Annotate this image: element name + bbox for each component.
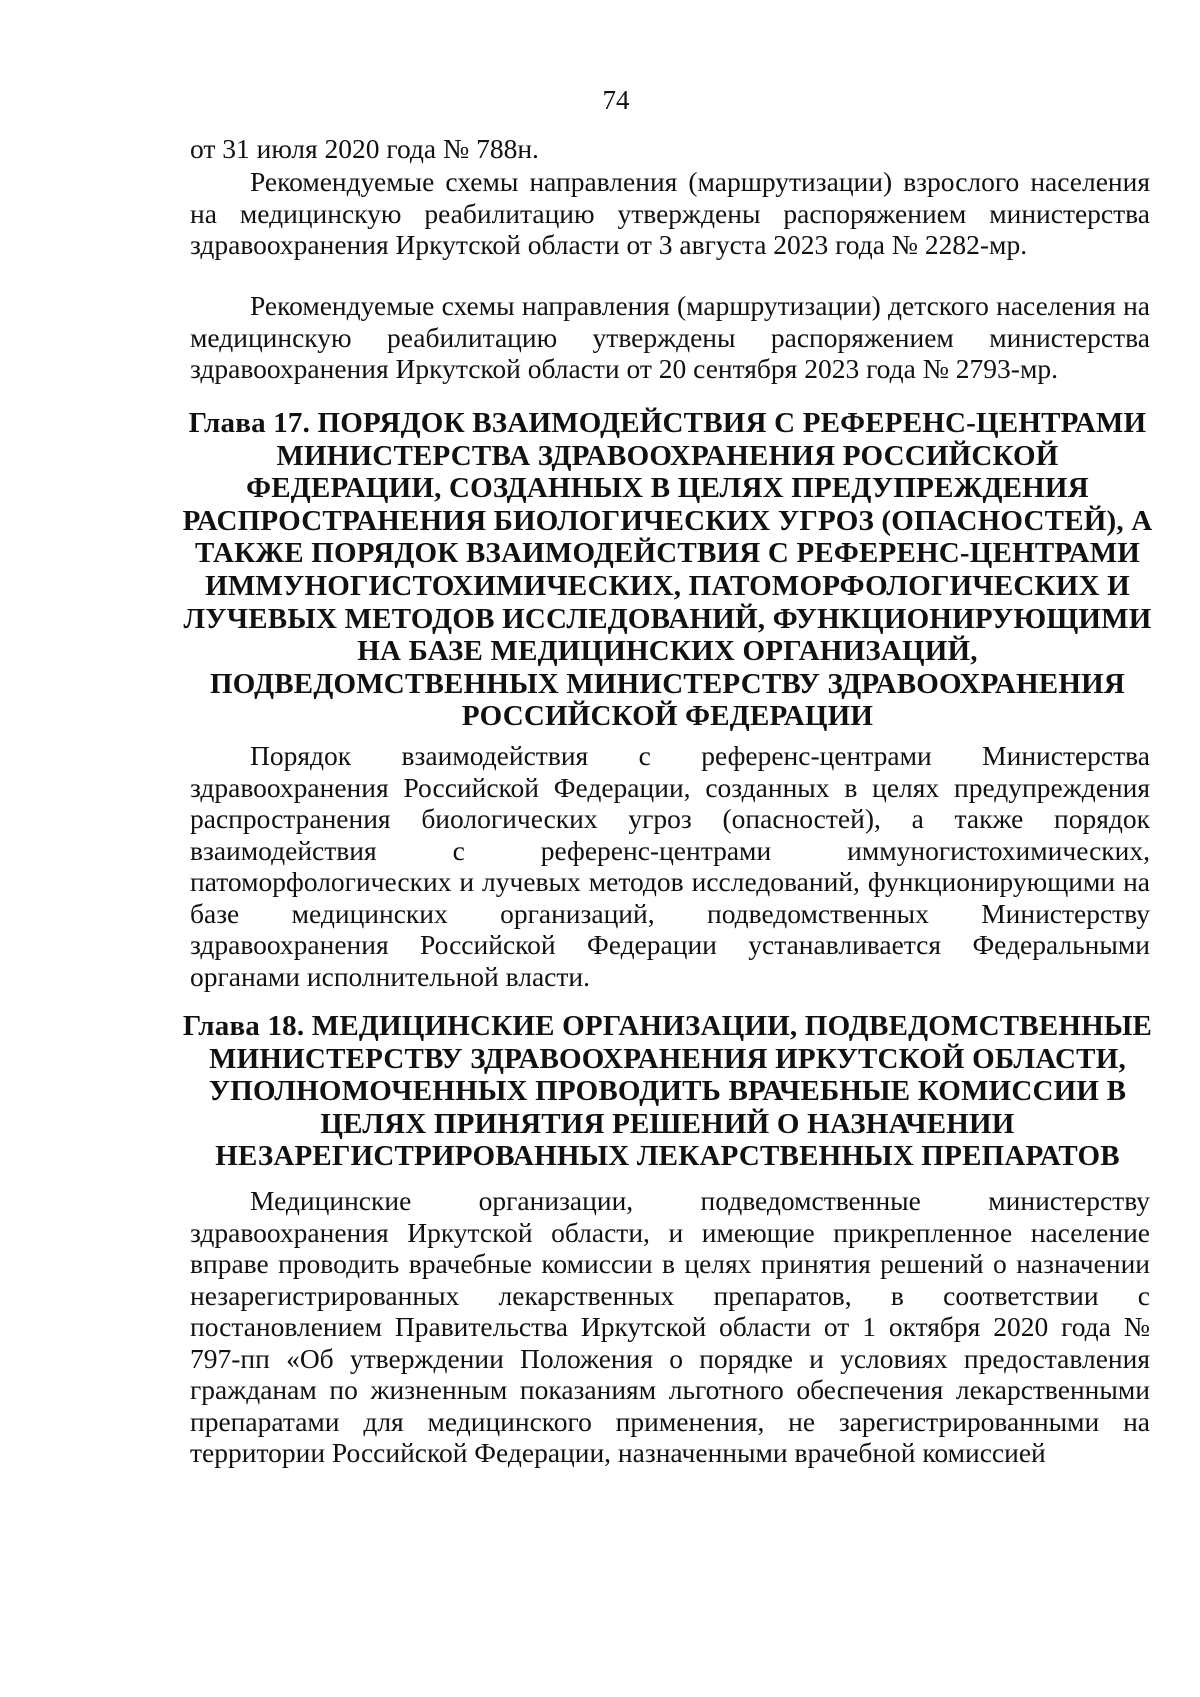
paragraph-child-routing: Рекомендуемые схемы направления (маршрутизации) детского населения на медицинскую реабилитацию утверждены распоряжением министерства здравоохранения Иркутской области от 20 сентября 2023 года № 2793-мр. bbox=[190, 290, 1150, 384]
page-number: 74 bbox=[602, 85, 630, 115]
paragraph-order-reference: от 31 июля 2020 года № 788н. bbox=[190, 133, 539, 164]
paragraph-adult-routing: Рекомендуемые схемы направления (маршрутизации) взрослого населения на медицинскую реабилитацию утверждены распоряжением министерства здравоохранения Иркутской области от 3 августа 2023 года № 2282-мр. bbox=[190, 166, 1150, 260]
chapter-18-heading: Глава 18. МЕДИЦИНСКИЕ ОРГАНИЗАЦИИ, ПОДВЕДОМСТВЕННЫЕ МИНИСТЕРСТВУ ЗДРАВООХРАНЕНИЯ ИРКУТСКОЙ ОБЛАСТИ, УПОЛНОМОЧЕННЫХ ПРОВОДИТЬ ВРАЧЕБНЫЕ КОМИССИИ В ЦЕЛЯХ ПРИНЯТИЯ РЕШЕНИЙ О НАЗНАЧЕНИИ НЕЗАРЕГИСТРИРОВАННЫХ ЛЕКАРСТВЕННЫХ ПРЕПАРАТОВ bbox=[182, 1010, 1153, 1173]
chapter-17-heading: Глава 17. ПОРЯДОК ВЗАИМОДЕЙСТВИЯ С РЕФЕРЕНС-ЦЕНТРАМИ МИНИСТЕРСТВА ЗДРАВООХРАНЕНИЯ РОССИЙСКОЙ ФЕДЕРАЦИИ, СОЗДАННЫХ В ЦЕЛЯХ ПРЕДУПРЕЖДЕНИЯ РАСПРОСТРАНЕНИЯ БИОЛОГИЧЕСКИХ УГРОЗ (ОПАСНОСТЕЙ), А ТАКЖЕ ПОРЯДОК ВЗАИМОДЕЙСТВИЯ С РЕФЕРЕНС-ЦЕНТРАМИ ИММУНОГИСТОХИМИЧЕСКИХ, ПАТОМОРФОЛОГИЧЕСКИХ И ЛУЧЕВЫХ МЕТОДОВ ИССЛЕДОВАНИЙ, ФУНКЦИОНИРУЮЩИМИ НА БАЗЕ МЕДИЦИНСКИХ ОРГАНИЗАЦИЙ, ПОДВЕДОМСТВЕННЫХ МИНИСТЕРСТВУ ЗДРАВООХРАНЕНИЯ РОССИЙСКОЙ ФЕДЕРАЦИИ bbox=[182, 407, 1153, 733]
paragraph-reference-centers: Порядок взаимодействия с референс-центрами Министерства здравоохранения Российской Федерации, созданных в целях предупреждения распространения биологических угроз (опасностей), а также порядок взаимодействия с референс-центрами иммуногистохимических, патоморфологических и лучевых методов исследований, функционирующими на базе медицинских организаций, подведомственных Министерству здравоохранения Российской Федерации устанавливается Федеральными органами исполнительной власти. bbox=[190, 740, 1150, 992]
paragraph-medical-commissions: Медицинские организации, подведомственные министерству здравоохранения Иркутской области, и имеющие прикрепленное население вправе проводить врачебные комиссии в целях принятия решений о назначении незарегистрированных лекарственных препаратов, в соответствии с постановлением Правительства Иркутской области от 1 октября 2020 года № 797-пп «Об утверждении Положения о порядке и условиях предоставления гражданам по жизненным показаниям льготного обеспечения лекарственными препаратами для медицинского применения, не зарегистрированными на территории Российской Федерации, назначенными врачебной комиссией bbox=[190, 1185, 1150, 1468]
